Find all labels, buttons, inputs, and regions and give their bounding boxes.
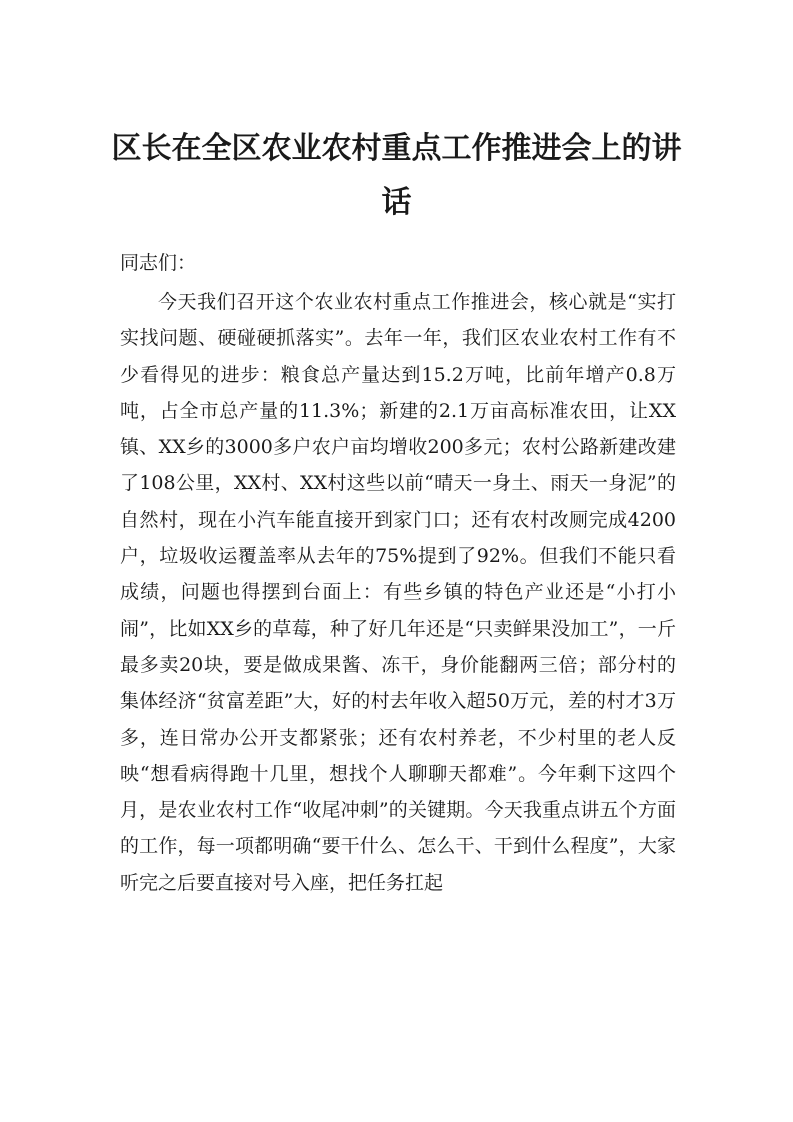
document-title: 区长在全区农业农村重点工作推进会上的讲话 [111, 131, 682, 220]
greeting: 同志们： [120, 252, 197, 274]
body-paragraph: 今天我们召开这个农业农村重点工作推进会，核心就是“实打实找问题、硬碰硬抓落实”。去年一年，我们区农业农村工作有不少看得见的进步：粮食总产量达到15.2万吨，比前年增产0.8万吨，占全市总产量的11.3%；新建的2.1万亩高标准农田，让XX镇、XX乡的3000多户农户亩均增收200多元；农村公路新建改建了108公里，XX村、XX村这些以前“晴天一身土、雨天一身泥”的自然村，现在小汽车能直接开到家门口；还有农村改厕完成4200户，垃圾收运覆盖率从去年的75%提到了92%。但我们不能只看成绩，问题也得摆到台面上：有些乡镇的特色产业还是“小打小闹”，比如XX乡的草莓，种了好几年还是“只卖鲜果没加工”，一斤最多卖20块，要是做成果酱、冻干，身价能翻两三倍；部分村的集体经济“贫富差距”大，好的村去年收入超50万元，差的村才3万多，连日常办公开支都紧张；还有农村养老，不少村里的老人反映“想看病得跑十几里，想找个人聊聊天都难”。今年剩下这四个月，是农业农村工作“收尾冲刺”的关键期。今天我重点讲五个方面的工作，每一项都明确“要干什么、怎么干、干到什么程度”，大家听完之后要直接对号入座，把任务扛起 [120, 291, 676, 894]
